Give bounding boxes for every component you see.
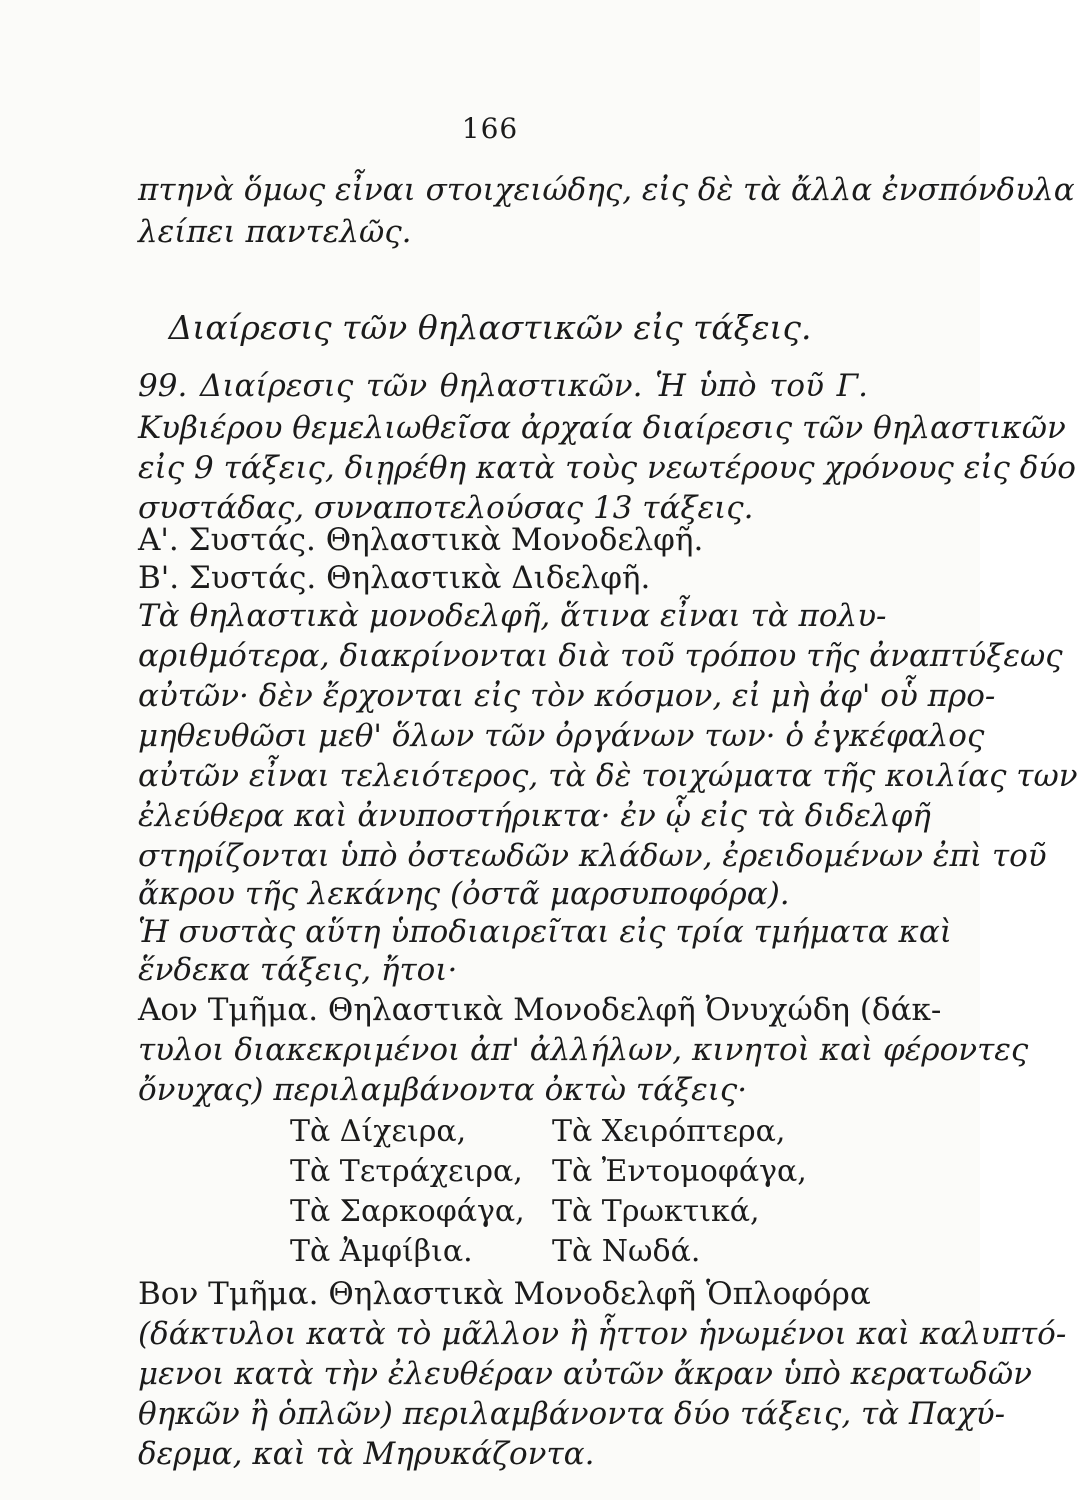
order-name-right: Τὰ Ἐντομοφάγα, [552,1154,807,1189]
text-line: Τὰ θηλαστικὰ μονοδελφῆ, ἅτινα εἶναι τὰ πολυ- [138,598,887,634]
section-heading: Διαίρεσις τῶν θηλαστικῶν εἰς τάξεις. [168,308,812,347]
text-line: μενοι κατὰ τὴν ἐλευθέραν αὐτῶν ἄκραν ὑπὸ κερατωδῶν [138,1356,1032,1392]
text-line: συστάδας, συναποτελούσας 13 τάξεις. [138,490,754,526]
text-line: ἕνδεκα τάξεις, ἤτοι· [138,952,458,988]
order-name-left: Τὰ Τετράχειρα, [290,1154,523,1189]
text-line: στηρίζονται ὑπὸ ὀστεωδῶν κλάδων, ἐρειδομένων ἐπὶ τοῦ [138,838,1047,874]
text-line: 99. Διαίρεσις τῶν θηλαστικῶν. Ἡ ὑπὸ τοῦ Γ. [138,368,868,404]
order-name-right: Τὰ Χειρόπτερα, [552,1114,786,1149]
text-line: αὐτῶν· δὲν ἔρχονται εἰς τὸν κόσμον, εἰ μὴ ἀφ' οὗ προ- [138,678,996,714]
text-line: τυλοι διακεκριμένοι ἀπ' ἀλλήλων, κινητοὶ καὶ φέροντες [138,1032,1029,1068]
text-line: Α'. Συστάς. Θηλαστικὰ Μονοδελφῆ. [138,522,704,558]
page-number: 166 [461,112,519,145]
text-line: Αον Τμῆμα. Θηλαστικὰ Μονοδελφῆ Ὀνυχώδη (δάκ- [138,992,942,1028]
text-line: ἄκρου τῆς λεκάνης (ὀστᾶ μαρσυποφόρα). [138,876,790,912]
text-line: αριθμότερα, διακρίνονται διὰ τοῦ τρόπου τῆς ἀναπτύξεως [138,638,1063,674]
text-line: θηκῶν ἢ ὁπλῶν) περιλαμβάνοντα δύο τάξεις, τὰ Παχύ- [138,1396,1006,1432]
text-line: (δάκτυλοι κατὰ τὸ μᾶλλον ἢ ἧττον ἡνωμένοι καὶ καλυπτό- [138,1316,1067,1352]
text-line: ὄνυχας) περιλαμβάνοντα ὀκτὼ τάξεις· [138,1072,748,1108]
text-line: Κυβιέρου θεμελιωθεῖσα ἀρχαία διαίρεσις τῶν θηλαστικῶν [138,410,1066,446]
text-line: Β'. Συστάς. Θηλαστικὰ Διδελφῆ. [138,560,651,596]
order-name-right: Τὰ Τρωκτικά, [552,1194,760,1229]
text-line: λείπει παντελῶς. [138,214,412,250]
text-line: πτηνὰ ὅμως εἶναι στοιχειώδης, εἰς δὲ τὰ ἄλλα ἐνσπόνδυλα [138,172,1075,208]
text-line: Ἡ συστὰς αὕτη ὑποδιαιρεῖται εἰς τρία τμήματα καὶ [138,914,952,950]
text-line: αὐτῶν εἶναι τελειότερος, τὰ δὲ τοιχώματα τῆς κοιλίας των [138,758,1078,794]
text-line: εἰς 9 τάξεις, διῃρέθη κατὰ τοὺς νεωτέρους χρόνους εἰς δύο [138,450,1076,486]
order-name-left: Τὰ Σαρκοφάγα, [290,1194,525,1229]
order-name-left: Τὰ Δίχειρα, [290,1114,467,1149]
text-line: δερμα, καὶ τὰ Μηρυκάζοντα. [138,1436,595,1472]
text-line: Βον Τμῆμα. Θηλαστικὰ Μονοδελφῆ Ὁπλοφόρα [138,1276,871,1312]
text-line: ἐλεύθερα καὶ ἀνυποστήρικτα· ἐν ᾧ εἰς τὰ διδελφῆ [138,798,931,834]
text-line: μηθευθῶσι μεθ' ὅλων τῶν ὀργάνων των· ὁ ἐγκέφαλος [138,718,985,754]
order-name-right: Τὰ Νωδά. [552,1234,701,1269]
order-name-left: Τὰ Ἀμφίβια. [290,1234,473,1269]
